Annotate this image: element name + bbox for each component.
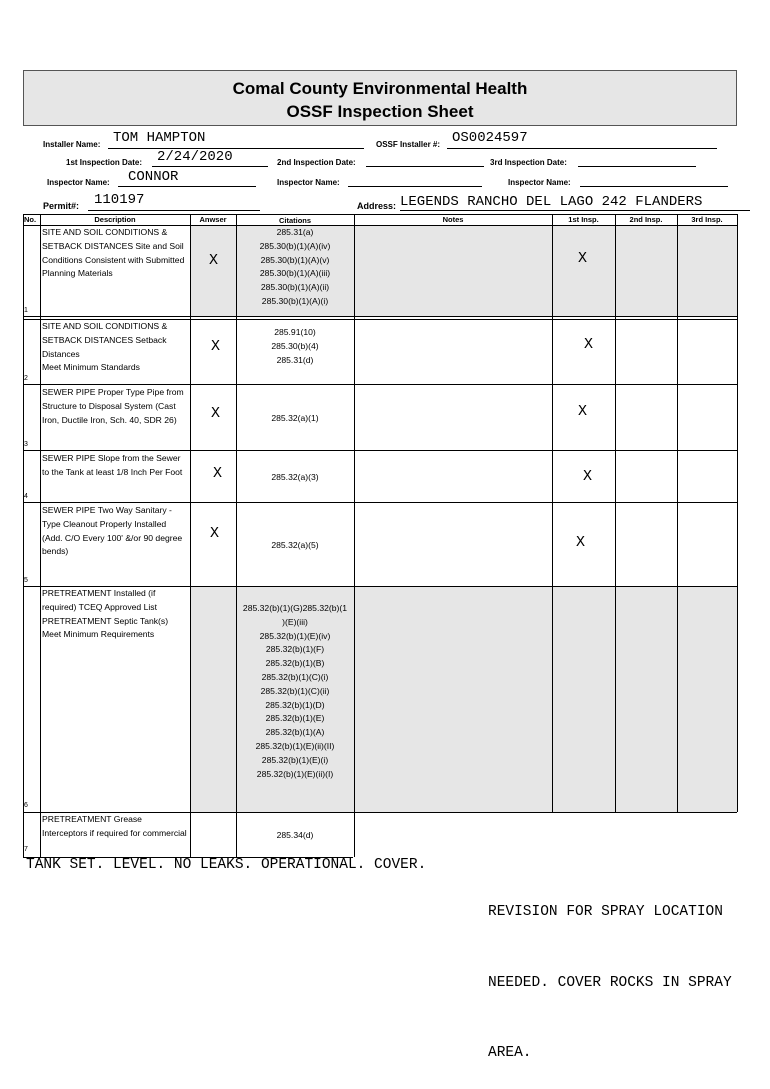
installer-name-label: Installer Name: — [43, 140, 101, 149]
citation: 285.32(b)(1)(E) — [265, 713, 325, 724]
row-3-citations — [236, 412, 354, 426]
row-2-border — [23, 384, 737, 385]
citation: 285.30(b)(1)(A)(i) — [261, 295, 329, 306]
row-2-answer[interactable]: X — [211, 338, 221, 355]
header-answer: Anwser — [199, 215, 227, 224]
citation: 285.32(b)(1)(B) — [265, 658, 325, 669]
row-4-description: SEWER PIPE Slope from the Sewer to the Tank at least 1/8 Inch Per Foot — [42, 453, 183, 477]
row-7-number: 7 — [24, 846, 28, 853]
row-5-citations — [236, 539, 354, 553]
citation: 285.30(b)(1)(A)(ii) — [260, 282, 330, 293]
citation: 285.32(b)(1)(G)285.32(b)(1 — [242, 603, 348, 613]
row-6-description: PRETREATMENT Installed (if required) TCEQ Approved List PRETREATMENT Septic Tank(s) Meet Minimum Requirements — [42, 588, 169, 640]
title-box — [23, 70, 737, 126]
row-3-answer[interactable]: X — [211, 405, 221, 422]
citation: 285.30(b)(1)(A)(iv) — [259, 240, 331, 251]
row-4-answer[interactable]: X — [213, 465, 223, 482]
header-insp1: 1st Insp. — [568, 215, 599, 224]
inspector-name-field[interactable]: CONNOR — [128, 169, 179, 185]
row-2-number: 2 — [24, 375, 28, 382]
first-inspection-date-line — [152, 166, 268, 167]
header-description: Description — [94, 215, 136, 224]
row-4-border — [23, 502, 737, 503]
permit-line — [88, 210, 260, 211]
row-4-number: 4 — [24, 493, 28, 500]
header-insp2: 2nd Insp. — [629, 215, 663, 224]
citation: 285.32(b)(1)(C)(ii) — [260, 685, 330, 696]
row-5-answer[interactable]: X — [210, 525, 220, 542]
row-6-number: 6 — [24, 802, 28, 809]
first-inspection-date-label: 1st Inspection Date: — [66, 158, 143, 167]
col-description-border — [190, 214, 191, 857]
row-1-border — [23, 316, 737, 317]
row-1-description: SITE AND SOIL CONDITIONS & SETBACK DISTANCES Site and Soil Conditions Consistent with Submitted Planning Materials — [42, 227, 185, 279]
inspector-name-line — [118, 186, 256, 187]
first-inspection-date-field[interactable]: 2/24/2020 — [157, 149, 233, 165]
ossf-installer-line — [447, 148, 717, 149]
citation: 285.31(d) — [276, 354, 314, 365]
ossf-installer-label: OSSF Installer #: — [376, 140, 441, 149]
inspector-name-3-field[interactable] — [580, 186, 728, 187]
second-inspection-date-label: 2nd Inspection Date: — [277, 158, 356, 167]
inspector-name-label: Inspector Name: — [47, 178, 110, 187]
header-insp3: 3rd Insp. — [691, 215, 723, 224]
inspection-note-left: TANK SET. LEVEL. NO LEAKS. OPERATIONAL. COVER. — [26, 857, 427, 873]
row-3-number: 3 — [24, 441, 28, 448]
address-field[interactable]: LEGENDS RANCHO DEL LAGO 242 FLANDERS — [400, 194, 703, 210]
inspector-name-3-label: Inspector Name: — [508, 178, 571, 187]
row-4-insp1[interactable]: X — [583, 468, 593, 485]
installer-name-line — [108, 148, 364, 149]
citation: 285.32(b)(1)(F) — [265, 644, 325, 655]
citation: 285.32(b)(1)(E)(ii)(II) — [255, 740, 335, 751]
citation: 285.34(d) — [276, 830, 314, 840]
col-no-border — [40, 214, 41, 857]
row-4-citations — [236, 471, 354, 485]
header-no: No. — [24, 215, 37, 224]
row-6-citations — [236, 602, 354, 781]
note-line: REVISION FOR SPRAY LOCATION — [488, 904, 723, 920]
inspector-name-2-label: Inspector Name: — [277, 178, 340, 187]
address-line — [400, 210, 750, 211]
header-notes: Notes — [442, 215, 464, 224]
third-inspection-date-label: 3rd Inspection Date: — [490, 158, 567, 167]
address-label: Address: — [357, 201, 397, 211]
col-notes-border — [552, 214, 553, 812]
citation: 285.32(b)(1)(C)(i) — [261, 671, 329, 682]
table-right-border — [737, 214, 738, 812]
citation: 285.32(a)(3) — [271, 472, 319, 482]
citation: 285.32(b)(1)(E)(iv) — [259, 630, 331, 641]
citation: 285.31(a) — [276, 227, 314, 237]
col-insp2-border — [677, 214, 678, 812]
row-1-number: 1 — [24, 307, 28, 314]
inspector-name-2-field[interactable] — [348, 186, 482, 187]
row-3-border — [23, 450, 737, 451]
row-1-insp1[interactable]: X — [578, 250, 588, 267]
citation: )(E)(iii) — [282, 616, 308, 627]
row-7-description: PRETREATMENT Grease Interceptors if required for commercial — [42, 814, 187, 838]
row-3-insp1[interactable]: X — [578, 403, 588, 420]
header-citations: Citations — [278, 216, 312, 225]
inspection-note-right — [488, 854, 732, 1089]
installer-name-field[interactable]: TOM HAMPTON — [113, 130, 206, 146]
second-inspection-date-field[interactable] — [366, 166, 484, 167]
row-7-citations — [236, 829, 354, 843]
citation: 285.30(b)(4) — [271, 340, 319, 351]
citation: 285.30(b)(1)(A)(v) — [260, 254, 330, 265]
citation: 285.32(b)(1)(A) — [265, 727, 325, 738]
row-5-description: SEWER PIPE Two Way Sanitary - Type Cleanout Properly Installed (Add. C/O Every 100' &/or 90 degree bends) — [42, 505, 183, 557]
row-1-shade-notes — [354, 226, 737, 316]
row-6-shade-notes — [354, 587, 737, 812]
citation: 285.32(b)(1)(E)(i) — [261, 754, 329, 765]
row-3-description: SEWER PIPE Proper Type Pipe from Structure to Disposal System (Cast Iron, Ductile Iron, Sch. 40, SDR 26) — [42, 387, 184, 425]
permit-field[interactable]: 110197 — [94, 192, 145, 208]
form-subtitle: OSSF Inspection Sheet — [286, 102, 474, 121]
row-2-citations — [236, 326, 354, 367]
ossf-installer-field[interactable]: OS0024597 — [452, 130, 528, 146]
citation: 285.32(b)(1)(D) — [265, 699, 325, 710]
citation: 285.30(b)(1)(A)(iii) — [259, 268, 331, 279]
note-line: AREA. — [488, 1045, 532, 1061]
row-5-number: 5 — [24, 577, 28, 584]
row-1-citations — [236, 226, 354, 309]
note-line: NEEDED. COVER ROCKS IN SPRAY — [488, 974, 732, 991]
citation: 285.91(10) — [274, 327, 316, 337]
col-insp1-border — [615, 214, 616, 812]
row-1-answer[interactable]: X — [209, 252, 219, 269]
citation: 285.32(a)(1) — [271, 413, 319, 423]
form-title: Comal County Environmental Health — [232, 79, 528, 98]
row-5-insp1[interactable]: X — [576, 534, 586, 551]
permit-label: Permit#: — [43, 201, 80, 211]
col-citations-border — [354, 214, 355, 857]
citation: 285.32(a)(5) — [271, 540, 319, 550]
third-inspection-date-field[interactable] — [578, 166, 696, 167]
row-2-description: SITE AND SOIL CONDITIONS & SETBACK DISTANCES Setback Distances Meet Minimum Standards — [42, 321, 168, 373]
row-2-insp1[interactable]: X — [584, 336, 594, 353]
citation: 285.32(b)(1)(E)(ii)(I) — [256, 768, 334, 779]
